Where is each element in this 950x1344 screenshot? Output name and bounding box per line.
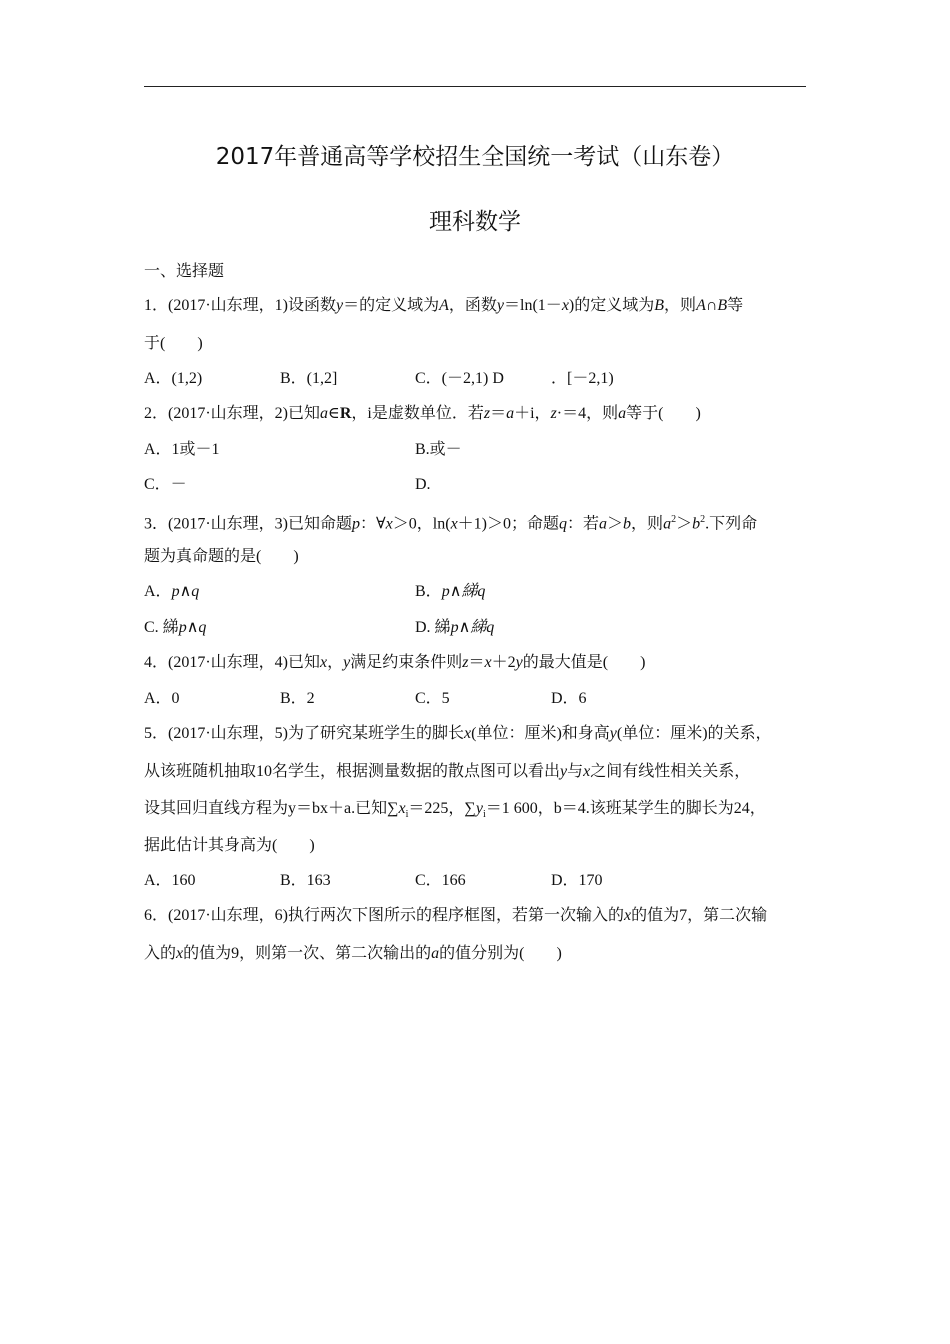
q5-option-a: A．160 [144,872,196,889]
question-6-stem-1: 6．(2017·山东理，6)执行两次下图所示的程序框图，若第一次输入的x的值为7，第二次输 [144,907,768,924]
q5-option-b: B．163 [280,872,331,889]
q4-option-c: C．5 [415,690,450,707]
q3-option-a: A．p∧q [144,583,200,600]
q2-option-b: B.或－ [415,441,462,458]
q1-option-b: B．(1,2] [280,370,338,387]
q1-option-a: A．(1,2) [144,370,203,387]
exam-title: 2017年普通高等学校招生全国统一考试（山东卷） [215,144,735,170]
q4-option-d: D．6 [551,690,587,707]
q1-option-d: ．[－2,1) [551,370,614,387]
question-3-stem: 3．(2017·山东理，3)已知命题p：∀x＞0，ln(x＋1)＞0；命题q：若a＞b，则$a^2>b^2$.下列命 [144,514,758,533]
q4-option-a: A．0 [144,690,180,707]
q3-option-b: B．p∧綈q [415,583,486,600]
section-heading: 一、选择题 [144,263,225,280]
q5-option-c: C．166 [415,872,466,889]
question-1-stem-cont: 于( ) [144,335,203,352]
exam-subtitle: 理科数学 [429,209,521,235]
q2-option-a: A．1或－1 [144,441,220,458]
question-5-stem-1: 5．(2017·山东理，5)为了研究某班学生的脚长x(单位：厘米)和身高y(单位：厘米)的关系， [144,725,772,742]
question-3-stem-cont: 题为真命题的是( ) [144,548,299,565]
q2-option-d: D. [415,476,431,493]
question-5-stem-4: 据此估计其身高为( ) [144,837,315,854]
q3-option-d: D. 綈p∧綈q [415,619,495,636]
q4-option-b: B．2 [280,690,315,707]
question-2-stem: 2．(2017·山东理，2)已知a∈R，i是虚数单位．若z＝a＋i，z·＝4，则a等于( ) [144,405,701,422]
question-6-stem-2: 入的x的值为9，则第一次、第二次输出的a的值分别为( ) [144,945,562,962]
question-4-stem: 4．(2017·山东理，4)已知x，y满足约束条件则z＝x＋2y的最大值是( ) [144,654,646,671]
q2-option-c: C．－ [144,476,187,493]
question-5-stem-3: 设其回归直线方程为y＝bx＋a.已知$\sum x_i=225$，$\sum y_i=1$ 600，b＝4.该班某学生的脚长为24， [144,800,766,821]
question-1-stem: 1．(2017·山东理，1)设函数y＝的定义域为A，函数y＝ln(1－x)的定义域为B，则A∩B等 [144,297,744,314]
question-5-stem-2: 从该班随机抽取10名学生，根据测量数据的散点图可以看出y与x之间有线性相关关系， [144,763,751,780]
q3-option-c: C. 綈p∧q [144,619,207,636]
q5-option-d: D．170 [551,872,603,889]
q1-option-c: C．(－2,1) D [415,370,504,387]
header-rule [144,86,806,87]
